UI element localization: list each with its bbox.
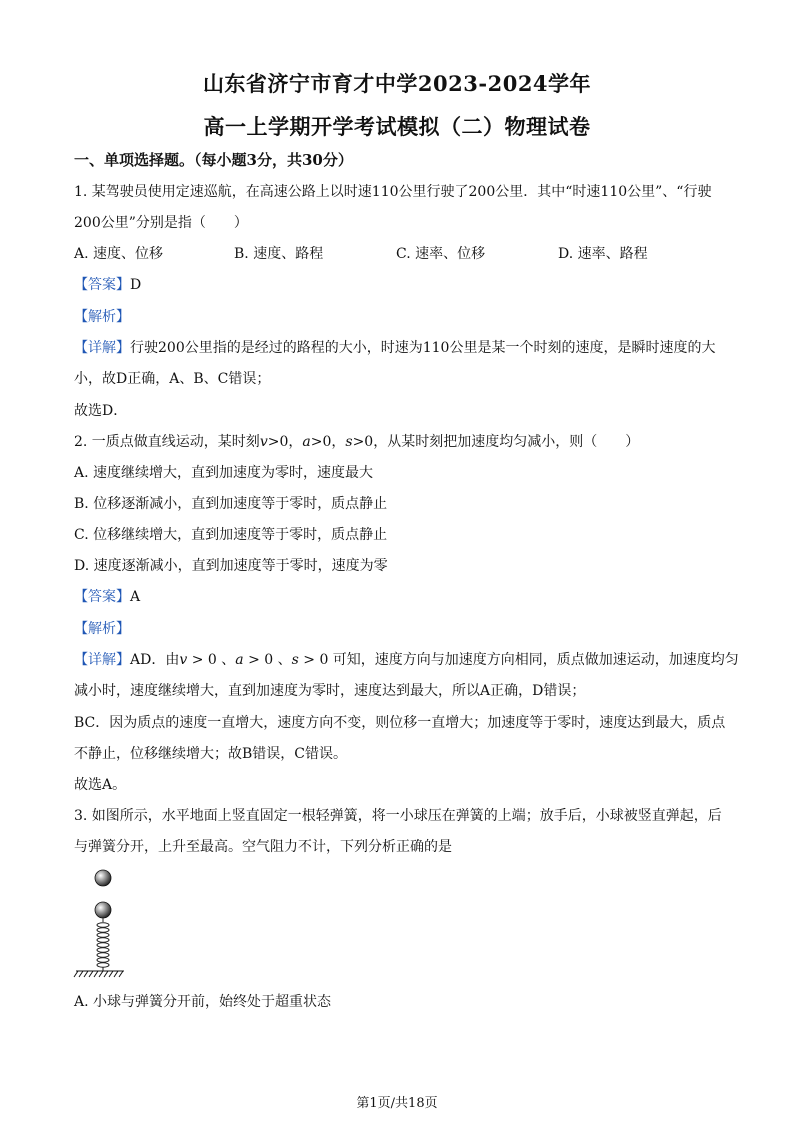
q2-detail-part-d: > 0 可知，速度方向与加速度方向相同，质点做加速运动，加速度均匀 <box>298 652 739 668</box>
spring-ball-figure <box>70 864 130 982</box>
var-s: s <box>291 652 299 668</box>
var-a: a <box>235 652 244 668</box>
q2-option-c: C. 位移继续增大，直到加速度等于零时，质点静止 <box>74 527 388 543</box>
q2-stem-part-b: >0，从某时刻把加速度均匀减小，则（ ） <box>352 434 640 450</box>
analysis-tag: 【解析】 <box>74 621 130 637</box>
page-footer: 第1页/共18页 <box>356 1096 438 1111</box>
q1-stem-line-2: 200公里”分别是指（ ） <box>74 215 248 231</box>
q1-answer <box>74 275 141 295</box>
q1-option-c: C. 速率、位移 <box>396 246 486 262</box>
q1-detail-line-2: 小，故D正确，A、B、C错误； <box>74 371 271 387</box>
q2-detail-line-2: 减小时，速度继续增大，直到加速度为零时，速度达到最大，所以A正确，D错误； <box>74 683 586 699</box>
q2-option-a: A. 速度继续增大，直到加速度为零时，速度最大 <box>74 465 374 481</box>
q1-option-a: A. 速度、位移 <box>74 246 164 262</box>
q1-answer-value: D <box>130 277 142 293</box>
q2-detail-line-4: 不静止，位移继续增大；故B错误，C错误。 <box>74 746 347 762</box>
q2-option-b: B. 位移逐渐减小，直到加速度等于零时，质点静止 <box>74 496 388 512</box>
spring-coil <box>97 918 109 971</box>
var-v: v <box>179 652 188 668</box>
q3-stem-line-2: 与弹簧分开，上升至最高。空气阻力不计，下列分析正确的是 <box>74 839 452 855</box>
section-heading: 一、单项选择题。（每小题3分，共30分） <box>74 151 353 169</box>
q2-detail-part-a: AD．由 <box>130 652 180 668</box>
var-v: v <box>259 434 268 450</box>
q2-answer-value: A <box>130 589 141 605</box>
q2-analysis <box>74 619 130 639</box>
title-line-1: 山东省济宁市育才中学2023-2024学年 <box>202 71 592 96</box>
var-s: s <box>345 434 353 450</box>
ball-on-spring <box>95 902 111 918</box>
q2-detail-part-b: > 0 、 <box>187 652 236 668</box>
q2-stem-gt0-b: >0， <box>310 434 346 450</box>
var-a: a <box>302 434 311 450</box>
q1-stem-line-1: 1. 某驾驶员使用定速巡航，在高速公路上以时速110公里行驶了200公里．其中“时速110公里”、“行驶 <box>74 184 712 200</box>
q2-stem <box>74 432 639 452</box>
q2-stem-gt0-a: >0， <box>267 434 303 450</box>
q3-option-a: A. 小球与弹簧分开前，始终处于超重状态 <box>74 994 332 1010</box>
q1-detail-text-1: 行驶200公里指的是经过的路程的大小，时速为110公里是某一个时刻的速度，是瞬时速度的大 <box>130 340 716 356</box>
title-line-2: 高一上学期开学考试模拟（二）物理试卷 <box>203 114 591 139</box>
q3-stem-line-1: 3. 如图所示，水平地面上竖直固定一根轻弹簧，将一小球压在弹簧的上端；放手后，小球被竖直弹起，后 <box>74 808 722 824</box>
analysis-tag: 【解析】 <box>74 309 130 325</box>
q1-detail-line-1 <box>74 338 715 358</box>
q2-answer <box>74 587 140 607</box>
q2-stem-part-a: 2. 一质点做直线运动，某时刻 <box>74 434 260 450</box>
q2-detail-line-3: BC．因为质点的速度一直增大，速度方向不变，则位移一直增大；加速度等于零时，速度达到最大，质点 <box>74 715 726 731</box>
q2-detail-part-c: > 0 、 <box>243 652 292 668</box>
q1-option-b: B. 速度、路程 <box>234 246 324 262</box>
ball-top <box>95 870 111 886</box>
answer-tag: 【答案】 <box>74 277 130 293</box>
q1-option-d: D. 速率、路程 <box>558 246 648 262</box>
ground-hatch <box>74 971 124 977</box>
q2-option-d: D. 速度逐渐减小，直到加速度等于零时，速度为零 <box>74 558 388 574</box>
detail-tag: 【详解】 <box>74 652 130 668</box>
q1-analysis <box>74 307 130 327</box>
q2-detail-line-1 <box>74 650 739 670</box>
q1-conclusion: 故选D． <box>74 403 128 419</box>
q2-conclusion: 故选A。 <box>74 777 127 793</box>
answer-tag: 【答案】 <box>74 589 130 605</box>
detail-tag: 【详解】 <box>74 340 130 356</box>
